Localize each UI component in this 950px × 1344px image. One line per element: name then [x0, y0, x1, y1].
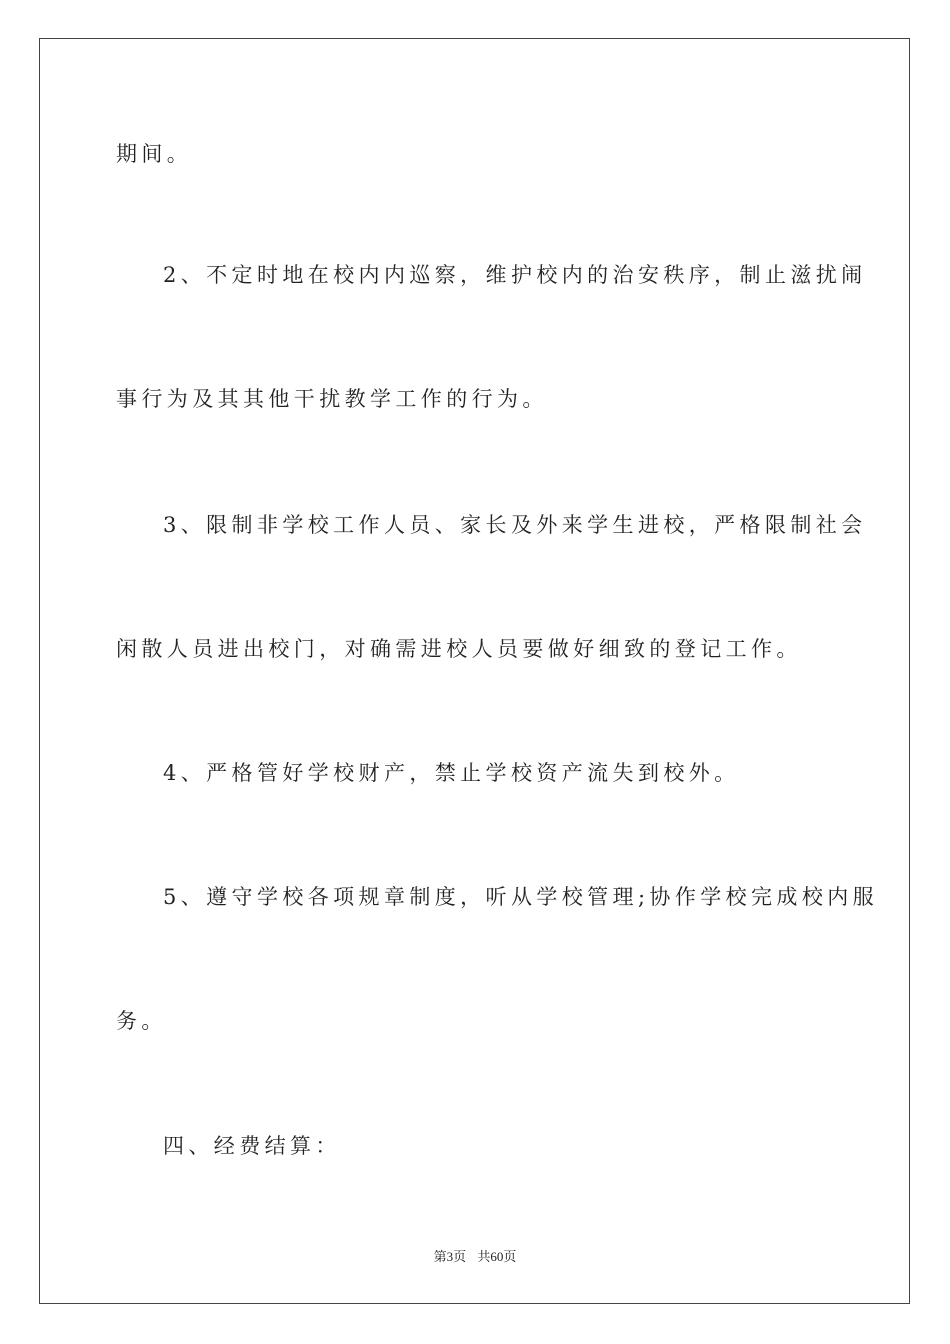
page-total: 共60页	[477, 1249, 517, 1264]
text-line-5: 闲散人员进出校门，对确需进校人员要做好细致的登记工作。	[116, 637, 802, 661]
section-heading: 四、经费结算：	[163, 1134, 341, 1158]
text-line-8: 务。	[116, 1009, 167, 1033]
page-number: 第3页	[433, 1249, 467, 1264]
text-line-6: 4、严格管好学校财产，禁止学校资产流失到校外。	[163, 761, 740, 785]
text-line-4: 3、限制非学校工作人员、家长及外来学生进校，严格限制社会	[163, 513, 867, 537]
text-line-1: 期间。	[116, 142, 193, 166]
text-line-3: 事行为及其其他干扰教学工作的行为。	[116, 387, 548, 411]
text-line-2: 2、不定时地在校内内巡察，维护校内的治安秩序，制止滋扰闹	[163, 263, 867, 287]
text-line-7: 5、遵守学校各项规章制度，听从学校管理;协作学校完成校内服	[163, 885, 879, 909]
page-border	[39, 38, 910, 1304]
page-footer	[0, 1246, 950, 1265]
